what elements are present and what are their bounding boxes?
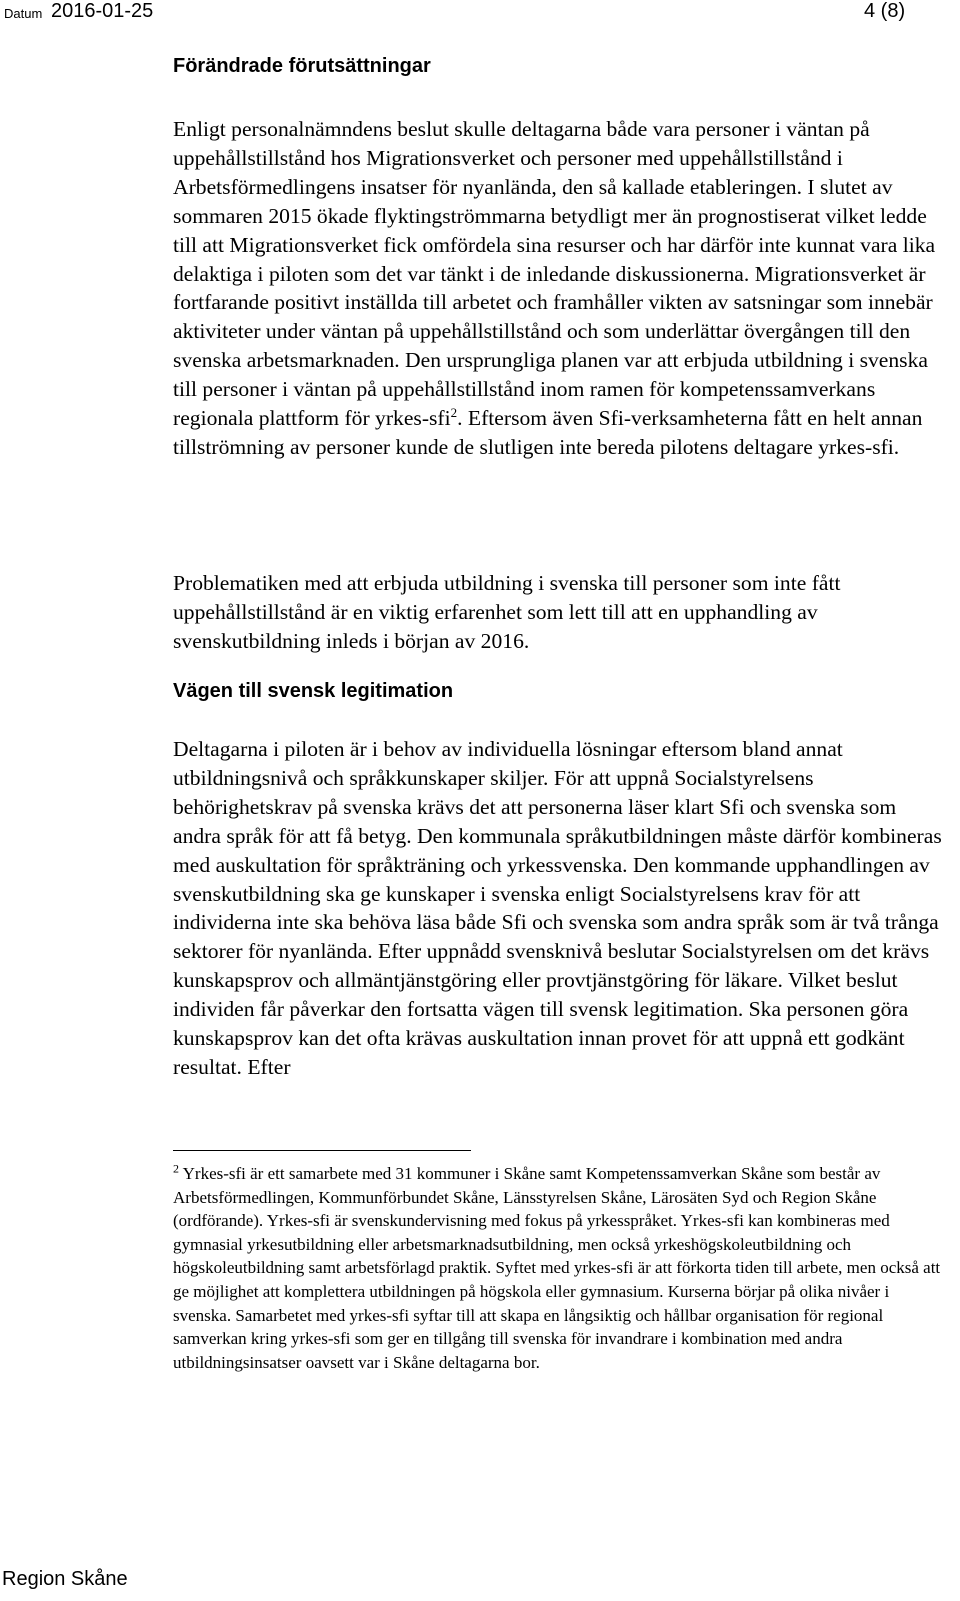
date-label: Datum: [4, 6, 43, 21]
paragraph-migration-context: [173, 115, 945, 462]
paragraph-problematiken: Problematiken med att erbjuda utbildning i svenska till personer som inte fått uppehållstillstånd är en viktig erfarenhet som lett till att en upphandling av svenskutbildning inleds i början av 2016.: [173, 571, 841, 653]
footnote: [173, 1162, 945, 1374]
footnote-separator: [173, 1150, 471, 1151]
paragraph-text-continued: . Eftersom även Sfi-verksamheterna fått en helt annan tillströmning av personer kunde de slutligen inte bereda pilotens deltagare yrkes-sfi.: [173, 406, 923, 459]
document-date: 2016-01-25: [51, 0, 154, 22]
section-heading-forandrade-forutsattningar: Förändrade förutsättningar: [173, 55, 431, 77]
footer-organization: Region Skåne: [2, 1568, 128, 1590]
section-heading-vagen-till-svensk-legitimation: Vägen till svensk legitimation: [173, 680, 454, 702]
footnote-text: Yrkes-sfi är ett samarbete med 31 kommuner i Skåne samt Kompetenssamverkan Skåne som består av Arbetsförmedlingen, Kommunförbundet Skåne, Länsstyrelsen Skåne, Lärosäten Syd och Region Skåne (ordförande). Yrkes-sfi är svenskundervisning med fokus på yrkesspråket. Yrkes-sfi kan kombineras med gymnasial yrkesutbildning eller arbetsmarknadsutbildning, men också yrkeshögskoleutbildning och högskoleutbildning samt arbetsförlagd praktik. Syftet med yrkes-sfi är att förkorta tiden till arbete, men också att ge möjlighet att komplettera utbildningen på högskola eller gymnasium. Kurserna börjar på olika nivåer i svenska. Samarbetet med yrkes-sfi syftar till att skapa en långsiktig och hållbar organisation för regional samverkan kring yrkes-sfi som ger en tillgång till svenska för invandrare i kombination med andra utbildningsinsatser oavsett var i Skåne deltagarna bor.: [173, 1164, 941, 1372]
paragraph-deltagarna: Deltagarna i piloten är i behov av individuella lösningar eftersom bland annat utbildningsnivå och språkkunskaper skiljer. För att uppnå Socialstyrelsens behörighetskrav på svenska krävs det att personerna läser klart Sfi och svenska som andra språk för att få betyg. Den kommunala språkutbildningen måste därför kombineras med auskultation för språkträning och yrkessvenska. Den kommande upphandlingen av svenskutbildning ska ge kunskaper i svenska enligt Socialstyrelsens krav för att individerna inte ska behöva läsa både Sfi och svenska som andra språk som är två trånga sektorer för nyanlända. Efter uppnådd svensknivå beslutar Socialstyrelsen om det krävs kunskapsprov och allmäntjänstgöring eller provtjänstgöring för läkare. Vilket beslut individen får påverkar den fortsatta vägen till svensk legitimation. Ska personen göra kunskapsprov kan det ofta krävas auskultation innan provet för att uppnå ett godkänt resultat. Efter: [173, 737, 942, 1079]
footnote-reference[interactable]: 2: [450, 404, 458, 420]
paragraph-text: Enligt personalnämndens beslut skulle deltagarna både vara personer i väntan på uppehållstillstånd hos Migrationsverket och personer med uppehållstillstånd i Arbetsförmedlingens insatser för nyanlända, den så kallade etableringen. I slutet av sommaren 2015 ökade flyktingströmmarna betydligt mer än prognostiserat vilket ledde till att Migrationsverket fick omfördela sina resurser och har därför inte kunnat vara lika delaktiga i piloten som det var tänkt i de inledande diskussionerna. Migrationsverket är fortfarande positivt inställda till arbetet och framhåller vikten av satsningar som innebär aktiviteter under väntan på uppehållstillstånd och som underlättar övergången till den svenska arbetsmarknaden. Den ursprungliga planen var att erbjuda utbildning i svenska till personer i väntan på uppehållstillstånd inom ramen för kompetenssamverkans regionala plattform för yrkes-sfi: [173, 117, 936, 431]
page-header: [0, 0, 960, 40]
page-number: 4 (8): [864, 0, 906, 22]
footnote-number: 2: [173, 1161, 179, 1176]
